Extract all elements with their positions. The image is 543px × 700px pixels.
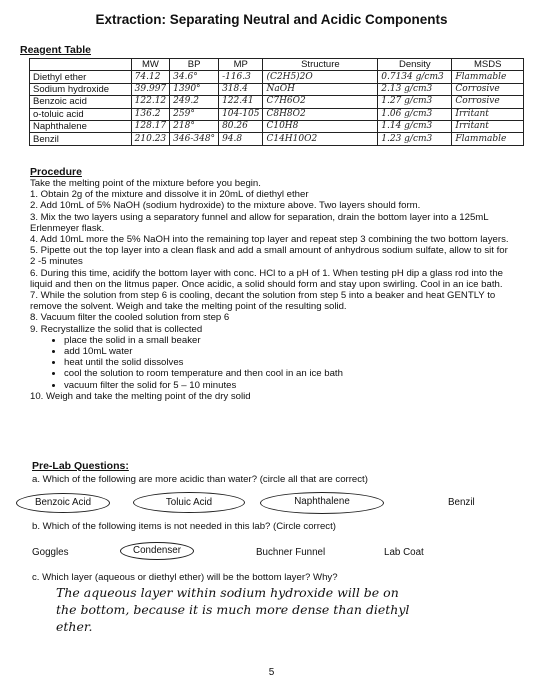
procedure-step: 2. Add 10mL of 5% NaOH (sodium hydroxide) to the mixture above. Two layers should form. [30, 200, 421, 212]
reagent-name: Diethyl ether [30, 71, 132, 83]
melting-point: 80.26 [219, 120, 263, 132]
molecular-weight: 210.23 [131, 133, 170, 145]
list-item: • vacuum filter the solid for 5 – 10 minutes [64, 380, 510, 391]
column-header: MW [131, 59, 170, 71]
answer-line: The aqueous layer within sodium hydroxide will be on [56, 585, 399, 600]
density: 1.14 g/cm3 [378, 120, 452, 132]
melting-point: -116.3 [219, 71, 263, 83]
melting-point: 122.41 [219, 96, 263, 108]
list-item: • heat until the solid dissolves [64, 357, 510, 368]
procedure-intro: Take the melting point of the mixture before you begin. [30, 178, 261, 189]
structure: C10H8 [263, 120, 378, 132]
procedure-step: 6. During this time, acidify the bottom layer with conc. HCl to a pH of 1. When testing pH dip a glass rod into the liquid and then on the litmus paper. Once acidic, a solid should form and stay upon swirling. Cool in an ice bath. [30, 267, 503, 290]
boiling-point: 259° [170, 108, 219, 120]
structure: C8H8O2 [263, 108, 378, 120]
structure: (C2H5)2O [263, 71, 378, 83]
table-row [30, 83, 524, 95]
structure: C14H10O2 [263, 133, 378, 145]
procedure-step: 10. Weigh and take the melting point of the dry solid [30, 390, 251, 402]
boiling-point: 346-348° [170, 133, 219, 145]
reagent-table [29, 58, 524, 146]
structure: NaOH [263, 83, 378, 95]
answer-line: the bottom, because it is much more dense than diethyl [56, 602, 410, 617]
msds: Irritant [452, 120, 524, 132]
procedure-step: 9. Recrystallize the solid that is collected [30, 323, 203, 335]
molecular-weight: 136.2 [131, 108, 170, 120]
column-header: Structure [263, 59, 378, 71]
option-naphthalene[interactable]: Naphthalene [260, 492, 384, 514]
reagent-name: Benzoic acid [30, 96, 132, 108]
question-c: c. Which layer (aqueous or diethyl ether) will be the bottom layer? Why? [32, 572, 338, 583]
procedure-body [30, 178, 510, 402]
table-row [30, 133, 524, 145]
msds: Flammable [452, 71, 524, 83]
boiling-point: 34.6° [170, 71, 219, 83]
reagent-name: Naphthalene [30, 120, 132, 132]
melting-point: 318.4 [219, 83, 263, 95]
page-number: 5 [268, 667, 275, 678]
procedure-step: 1. Obtain 2g of the mixture and dissolve it in 20mL of diethyl ether [30, 189, 309, 201]
reagent-name: o-toluic acid [30, 108, 132, 120]
option-buchner-funnel[interactable]: Buchner Funnel [256, 547, 326, 558]
option-condenser[interactable]: Condenser [120, 542, 194, 560]
density: 1.23 g/cm3 [378, 133, 452, 145]
melting-point: 104-105 [219, 108, 263, 120]
list-item: • cool the solution to room temperature and then cool in an ice bath [64, 368, 510, 379]
procedure-step: 8. Vacuum filter the cooled solution from step 6 [30, 312, 230, 324]
msds: Corrosive [452, 83, 524, 95]
procedure-step: 5. Pipette out the top layer into a clean flask and add a small amount of anhydrous sodium sulfate, allow to sit for 2 -5 minutes [30, 245, 508, 268]
procedure-step: 7. While the solution from step 6 is cooling, decant the solution from step 5 into a beaker and heat GENTLY to remove the solvent. Weigh and take the melting point of the resulting solid. [30, 290, 496, 313]
molecular-weight: 128.17 [131, 120, 170, 132]
column-header: Density [378, 59, 452, 71]
reagent-table-heading: Reagent Table [20, 44, 91, 56]
density: 2.13 g/cm3 [378, 83, 452, 95]
density: 1.27 g/cm3 [378, 96, 452, 108]
option-benzoic-acid[interactable]: Benzoic Acid [16, 493, 110, 513]
boiling-point: 218° [170, 120, 219, 132]
table-row [30, 108, 524, 120]
molecular-weight: 74.12 [131, 71, 170, 83]
table-row [30, 96, 524, 108]
question-b: b. Which of the following items is not needed in this lab? (Circle correct) [32, 521, 336, 532]
molecular-weight: 39.997 [131, 83, 170, 95]
procedure-heading: Procedure [30, 166, 82, 178]
column-header [30, 59, 132, 71]
question-a: a. Which of the following are more acidic than water? (circle all that are correct) [32, 474, 368, 485]
answer-line: ether. [56, 619, 93, 634]
boiling-point: 249.2 [170, 96, 219, 108]
page-title: Extraction: Separating Neutral and Acidic Components [95, 12, 448, 27]
option-benzil[interactable]: Benzil [448, 497, 475, 508]
prelab-heading: Pre-Lab Questions: [32, 460, 129, 472]
column-header: BP [170, 59, 219, 71]
density: 1.06 g/cm3 [378, 108, 452, 120]
structure: C7H6O2 [263, 96, 378, 108]
option-goggles[interactable]: Goggles [32, 547, 69, 558]
reagent-name: Benzil [30, 133, 132, 145]
melting-point: 94.8 [219, 133, 263, 145]
table-header-row [30, 59, 524, 71]
msds: Corrosive [452, 96, 524, 108]
recrystallize-substeps [30, 335, 510, 391]
procedure-step: 4. Add 10mL more the 5% NaOH into the remaining top layer and repeat step 3 combining the two bottom layers. [30, 234, 509, 246]
list-item: • place the solid in a small beaker [64, 335, 510, 346]
boiling-point: 1390° [170, 83, 219, 95]
molecular-weight: 122.12 [131, 96, 170, 108]
msds: Flammable [452, 133, 524, 145]
list-item: • add 10mL water [64, 346, 510, 357]
option-lab-coat[interactable]: Lab Coat [384, 547, 424, 558]
column-header: MSDS [452, 59, 524, 71]
procedure-step: 3. Mix the two layers using a separatory funnel and allow for separation, drain the bottom layer into a 125mL Erlenmeyer flask. [30, 211, 489, 234]
msds: Irritant [452, 108, 524, 120]
handwritten-answer [56, 584, 526, 635]
reagent-name: Sodium hydroxide [30, 83, 132, 95]
column-header: MP [219, 59, 263, 71]
table-row [30, 120, 524, 132]
table-row [30, 71, 524, 83]
option-toluic-acid[interactable]: Toluic Acid [133, 492, 245, 513]
density: 0.7134 g/cm3 [378, 71, 452, 83]
